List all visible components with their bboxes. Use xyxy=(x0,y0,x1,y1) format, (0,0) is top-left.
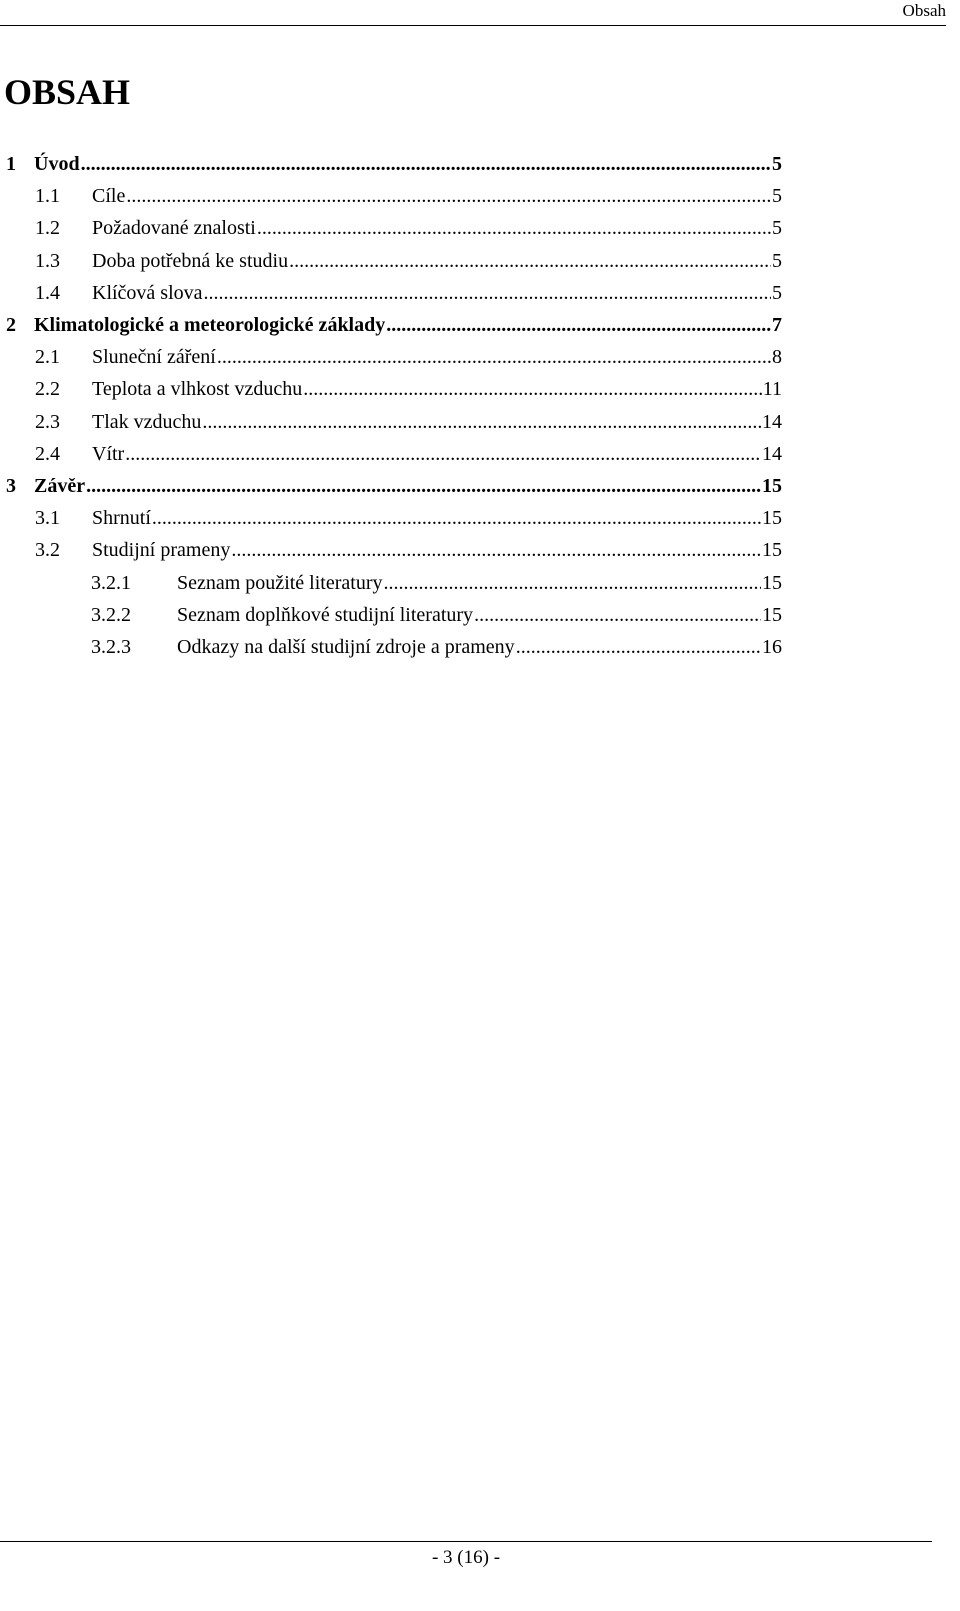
toc-entry-number: 1.3 xyxy=(35,249,60,272)
toc-entry-page: 5 xyxy=(772,185,782,208)
toc-entry-number: 2.4 xyxy=(35,442,60,465)
toc-entry-page: 8 xyxy=(772,346,782,369)
toc-entry-title: Cíle xyxy=(92,185,126,208)
toc-entry[interactable] xyxy=(0,150,960,180)
toc-dot-leader xyxy=(125,440,761,468)
running-header: Obsah xyxy=(902,1,946,20)
toc-entry[interactable] xyxy=(0,343,960,373)
toc-entry-title: Tlak vzduchu xyxy=(92,410,202,433)
page-number: - 3 (16) - xyxy=(431,1547,501,1568)
toc-entry-title: Vítr xyxy=(92,442,125,465)
toc-entry-page: 5 xyxy=(772,217,782,240)
toc-entry-title: Odkazy na další studijní zdroje a prameny xyxy=(177,636,515,658)
toc-dot-leader xyxy=(202,408,761,436)
toc-entry[interactable] xyxy=(0,214,960,244)
toc-entry-page: 5 xyxy=(772,249,782,272)
toc-entry-page: 15 xyxy=(762,507,782,530)
toc-dot-leader xyxy=(303,375,762,403)
toc-dot-leader xyxy=(152,504,761,532)
toc-dot-leader xyxy=(126,182,771,210)
toc-entry-page: 11 xyxy=(762,378,782,401)
footer-rule xyxy=(0,1541,932,1542)
toc-entry-number: 2.1 xyxy=(35,346,60,369)
toc-entry-title: Studijní prameny xyxy=(92,539,231,562)
toc-entry-page: 16 xyxy=(762,636,782,658)
toc-entry-title: Klimatologické a meteorologické základy xyxy=(34,314,386,336)
toc-entry[interactable] xyxy=(0,247,960,277)
toc-dot-leader xyxy=(217,343,771,371)
toc-entry-title: Seznam použité literatury xyxy=(177,571,383,594)
toc-entry[interactable] xyxy=(0,472,960,502)
toc-entry-number: 3 xyxy=(6,475,16,497)
toc-entry-title: Klíčová slova xyxy=(92,281,203,304)
toc-dot-leader xyxy=(231,536,761,564)
toc-entry-page: 14 xyxy=(762,410,782,433)
toc-entry-title: Úvod xyxy=(34,153,80,175)
toc-dot-leader xyxy=(257,214,771,242)
toc-entry[interactable] xyxy=(0,569,960,599)
toc-entry-title: Seznam doplňkové studijní literatury xyxy=(177,603,474,626)
toc-entry-number: 3.2.2 xyxy=(91,603,131,626)
toc-entry-number: 2.3 xyxy=(35,410,60,433)
toc-entry[interactable] xyxy=(0,601,960,631)
toc-entry[interactable] xyxy=(0,375,960,405)
toc-entry[interactable] xyxy=(0,408,960,438)
toc-dot-leader xyxy=(86,472,761,500)
toc-entry-page: 5 xyxy=(772,153,782,175)
toc-entry-page: 15 xyxy=(762,475,782,497)
toc-dot-leader xyxy=(474,601,761,629)
toc-entry[interactable] xyxy=(0,279,960,309)
toc-entry-title: Doba potřebná ke studiu xyxy=(92,249,289,272)
toc-entry-title: Teplota a vlhkost vzduchu xyxy=(92,378,303,401)
toc-dot-leader xyxy=(204,279,771,307)
toc-entry-page: 5 xyxy=(772,281,782,304)
toc-entry[interactable] xyxy=(0,504,960,534)
toc-entry-number: 3.2.3 xyxy=(91,636,131,658)
toc-entry-number: 3.1 xyxy=(35,507,60,530)
toc-entry-number: 1.2 xyxy=(35,217,60,240)
toc-entry[interactable] xyxy=(0,633,960,663)
toc-entry-page: 14 xyxy=(762,442,782,465)
toc-dot-leader xyxy=(289,247,771,275)
header-rule xyxy=(0,25,946,26)
toc-entry-title: Shrnutí xyxy=(92,507,151,530)
toc-entry-page: 15 xyxy=(762,539,782,562)
toc-entry[interactable] xyxy=(0,536,960,566)
toc-entry-title: Sluneční záření xyxy=(92,346,216,369)
toc-dot-leader xyxy=(516,633,761,661)
toc-entry[interactable] xyxy=(0,311,960,341)
table-of-contents xyxy=(0,150,960,670)
toc-dot-leader xyxy=(386,311,771,339)
toc-entry-page: 15 xyxy=(762,571,782,594)
toc-entry[interactable] xyxy=(0,440,960,470)
toc-entry-number: 2.2 xyxy=(35,378,60,401)
toc-entry-number: 1 xyxy=(6,153,16,175)
page-title: OBSAH xyxy=(4,72,131,112)
toc-entry-page: 7 xyxy=(772,314,782,336)
toc-entry-number: 2 xyxy=(6,314,16,336)
toc-entry-number: 1.1 xyxy=(35,185,60,208)
toc-entry-page: 15 xyxy=(762,603,782,626)
toc-entry-number: 3.2.1 xyxy=(91,571,131,594)
toc-entry-number: 3.2 xyxy=(35,539,60,562)
toc-dot-leader xyxy=(383,569,761,597)
toc-entry[interactable] xyxy=(0,182,960,212)
toc-entry-number: 1.4 xyxy=(35,281,60,304)
toc-entry-title: Závěr xyxy=(34,475,86,497)
toc-entry-title: Požadované znalosti xyxy=(92,217,256,240)
toc-dot-leader xyxy=(81,150,771,178)
